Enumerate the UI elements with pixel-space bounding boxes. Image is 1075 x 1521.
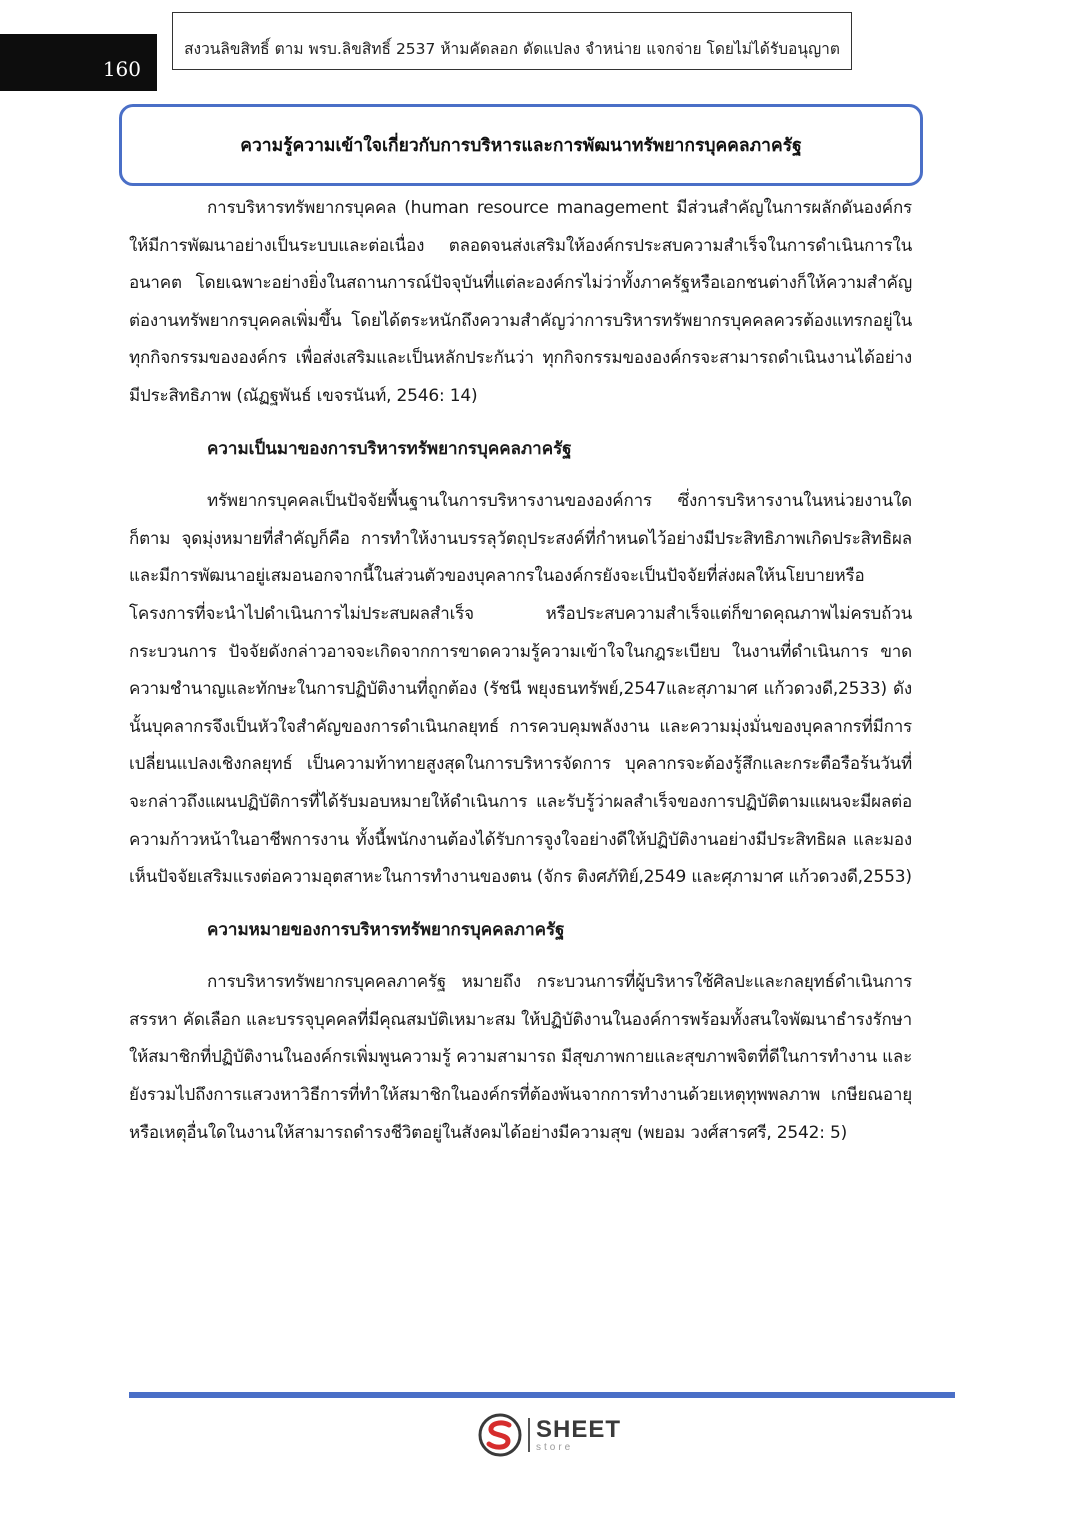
- section-heading-history: ความเป็นมาของการบริหารทรัพยากรบุคคลภาครัฐ: [207, 438, 572, 459]
- document-body: [129, 190, 912, 1152]
- sheet-store-s-logo-icon: [478, 1413, 522, 1457]
- section-paragraph-definition: การบริหารทรัพยากรบุคคลภาครัฐ หมายถึง กระบวนการที่ผู้บริหารใช้ศิลปะและกลยุทธ์ดำเนินการสรรหา คัดเลือก และบรรจุบุคคลที่มีคุณสมบัติเหมาะสม ให้ปฏิบัติงานในองค์การพร้อมทั้งสนใจพัฒนาธำรงรักษาให้สมาชิกที่ปฏิบัติงานในองค์กรเพิ่มพูนความรู้ ความสามารถ มีสุขภาพกายและสุขภาพจิตที่ดีในการทำงาน และยังรวมไปถึงการแสวงหาวิธีการที่ทำให้สมาชิกในองค์กรที่ต้องพ้นจากการทำงานด้วยเหตุทุพพลภาพ เกษียณอายุ หรือเหตุอื่นใดในงานให้สามารถดำรงชีวิตอยู่ในสังคมได้อย่างมีความสุข (พยอม วงศ์สารศรี, 2542: 5): [129, 972, 912, 1143]
- section-heading-definition: ความหมายของการบริหารทรัพยากรบุคคลภาครัฐ: [207, 919, 565, 940]
- document-title: ความรู้ความเข้าใจเกี่ยวกับการบริหารและการพัฒนาทรัพยากรบุคคลภาครัฐ: [240, 136, 802, 156]
- logo-name: SHEET: [536, 1415, 622, 1443]
- copyright-notice: สงวนลิขสิทธิ์ ตาม พรบ.ลิขสิทธิ์ 2537 ห้ามคัดลอก ดัดแปลง จำหน่าย แจกจ่าย โดยไม่ได้รับอนุญาต: [184, 39, 840, 58]
- logo-text: [536, 1415, 622, 1453]
- logo-divider: [528, 1418, 530, 1452]
- copyright-notice-box: [172, 12, 852, 70]
- intro-paragraph: การบริหารทรัพยากรบุคคล (human resource management มีส่วนสำคัญในการผลักดันองค์กรให้มีการพัฒนาอย่างเป็นระบบและต่อเนื่อง ตลอดจนส่งเสริมให้องค์กรประสบความสำเร็จในการดำเนินการในอนาคต โดยเฉพาะอย่างยิ่งในสถานการณ์ปัจจุบันที่แต่ละองค์กรไม่ว่าทั้งภาครัฐหรือเอกชนต่างก็ให้ความสำคัญต่องานทรัพยากรบุคคลเพิ่มขึ้น โดยได้ตระหนักถึงความสำคัญว่าการบริหารทรัพยากรบุคคลควรต้องแทรกอยู่ในทุกกิจกรรมขององค์กร เพื่อส่งเสริมและเป็นหลักประกันว่า ทุกกิจกรรมขององค์กรจะสามารถดำเนินงานได้อย่างมีประสิทธิภาพ (ณัฏฐพันธ์ เขจรนันท์, 2546: 14): [129, 198, 912, 406]
- footer-logo: [478, 1412, 621, 1458]
- logo-sub: store: [536, 1441, 574, 1453]
- footer-rule: [129, 1392, 955, 1398]
- document-title-box: [119, 104, 923, 186]
- page-number-box: [0, 34, 157, 91]
- page-number: 160: [102, 56, 141, 81]
- section-paragraph-history: ทรัพยากรบุคคลเป็นปัจจัยพื้นฐานในการบริหารงานขององค์การ ซึ่งการบริหารงานในหน่วยงานใดก็ตาม จุดมุ่งหมายที่สำคัญก็คือ การทำให้งานบรรลุวัตถุประสงค์ที่กำหนดไว้อย่างมีประสิทธิภาพเกิดประสิทธิผล และมีการพัฒนาอยู่เสมอนอกจากนี้ในส่วนตัวของบุคลากรในองค์กรยังจะเป็นปัจจัยที่ส่งผลให้นโยบายหรือโครงการที่จะนำไปดำเนินการไม่ประสบผลสำเร็จ หรือประสบความสำเร็จแต่ก็ขาดคุณภาพไม่ครบถ้วนกระบวนการ ปัจจัยดังกล่าวอาจจะเกิดจากการขาดความรู้ความเข้าใจในกฎระเบียบ ในงานที่ดำเนินการ ขาดความชำนาญและทักษะในการปฏิบัติงานที่ถูกต้อง (รัชนี พยุงธนทรัพย์,2547และสุภามาศ แก้วดวงดี,2533) ดังนั้นบุคลากรจึงเป็นหัวใจสำคัญของการดำเนินกลยุทธ์ การควบคุมพลังงาน และความมุ่งมั่นของบุคลากรที่มีการเปลี่ยนแปลงเชิงกลยุทธ์ เป็นความท้าทายสูงสุดในการบริหารจัดการ บุคลากรจะต้องรู้สึกและกระตือรือร้นวันที่จะกล่าวถึงแผนปฏิบัติการที่ได้รับมอบหมายให้ดำเนินการ และรับรู้ว่าผลสำเร็จของการปฏิบัติตามแผนจะมีผลต่อความก้าวหน้าในอาชีพการงาน ทั้งนี้พนักงานต้องได้รับการจูงใจอย่างดีให้ปฏิบัติงานอย่างมีประสิทธิผล และมองเห็นปัจจัยเสริมแรงต่อความอุตสาหะในการทำงานของตน (จักร ติงศภัทิย์,2549 และศุภามาศ แก้วดวงดี,2553): [129, 491, 912, 888]
